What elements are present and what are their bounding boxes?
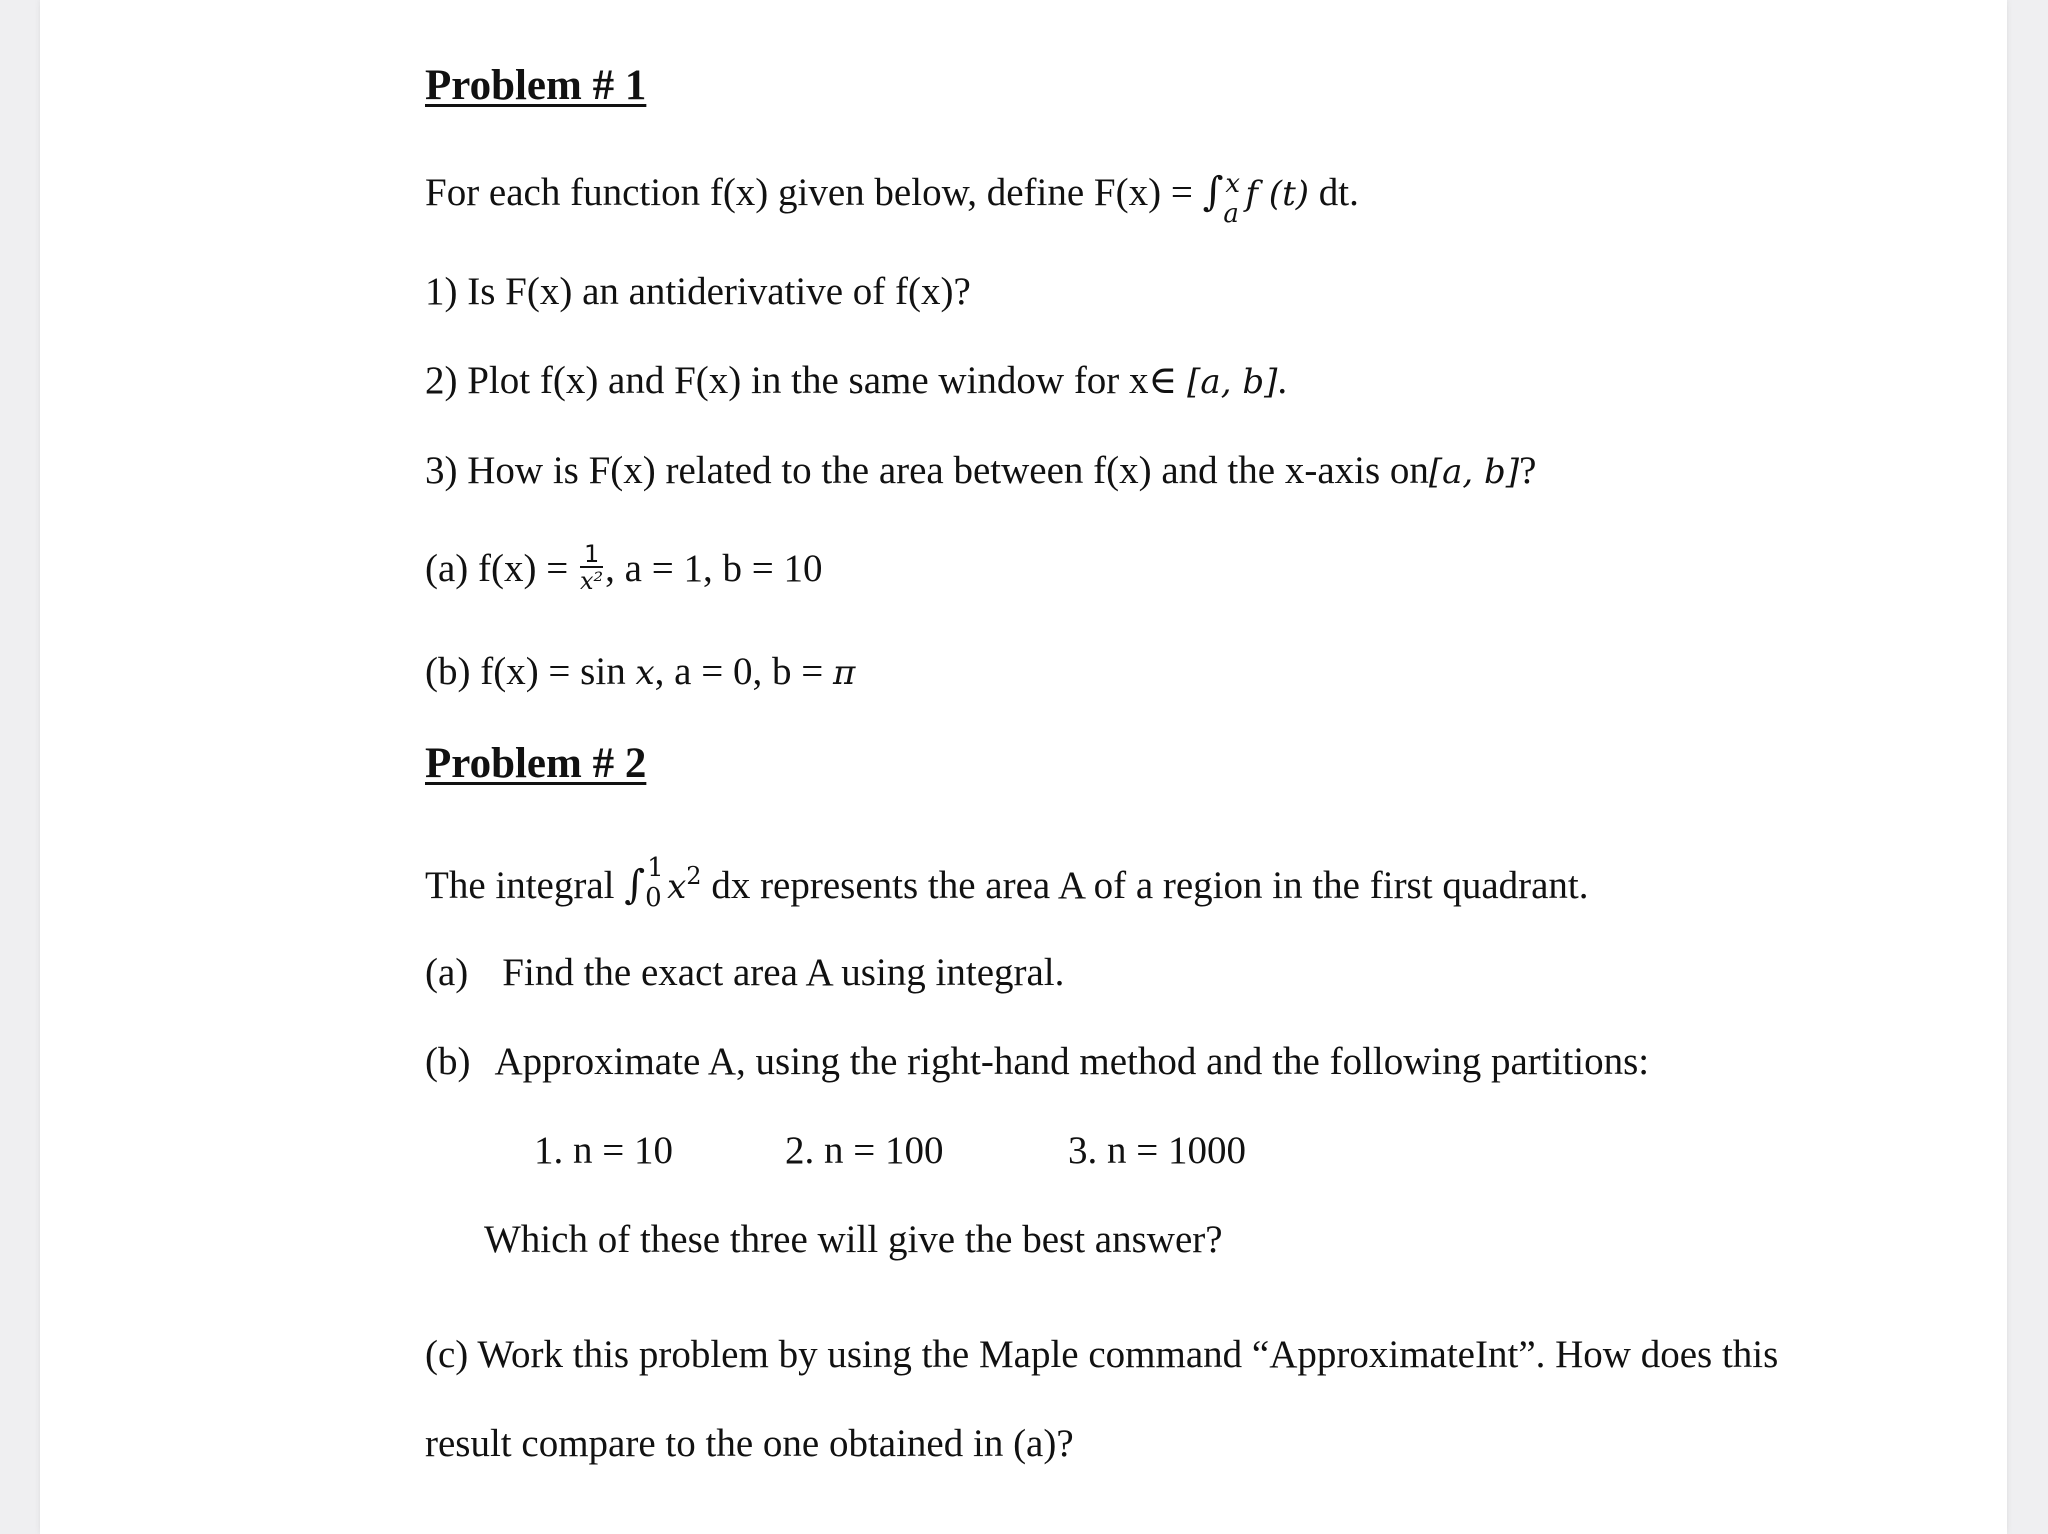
pi-symbol: π [832,653,856,693]
q2-text: 2) Plot f(x) and F(x) in the same window for x∈ [425,359,1188,402]
lower-limit: a [1223,199,1239,229]
question-3 [425,447,1536,496]
part-b-label: (b) [425,1040,471,1083]
q2-interval: [a, b] [1187,362,1278,402]
intro-suffix: dx represents the area A of a region in the first quadrant. [701,864,1589,907]
document-page [40,0,2007,1534]
part-a-label: (a) [425,951,469,994]
problem-1-heading: Problem # 1 [425,62,647,109]
upper-limit: x [1225,169,1241,199]
lower-limit: 0 [645,883,662,913]
integrand: f (t) [1245,174,1309,214]
question-2 [425,357,1287,406]
integral-sign: ∫ [1202,169,1224,215]
partition-1: 1. n = 10 [534,1129,673,1172]
problem-2-part-c-line-1: (c) Work this problem by using the Maple command “ApproximateInt”. How does this [425,1333,1779,1376]
part-b-prefix: (b) f(x) = sin [425,650,636,693]
part-a-prefix: (a) f(x) = [425,547,578,590]
fraction-denominator: x² [580,567,604,596]
integrand-exponent: 2 [686,862,702,890]
problem-2-part-a [425,949,1064,997]
intro-prefix: The integral [425,864,625,907]
problem-2-part-c-line-2: result compare to the one obtained in (a)? [425,1422,1074,1465]
problem-2-intro [425,852,1589,911]
fraction-numerator: 1 [580,542,603,568]
q3-text: 3) How is F(x) related to the area between f(x) and the x-axis on [425,449,1429,492]
integral-limits [645,852,667,913]
q3-interval: [a, b] [1428,452,1520,492]
part-b-function [425,648,855,697]
best-answer-question: Which of these three will give the best answer? [484,1218,1223,1261]
partition-2: 2. n = 100 [785,1129,944,1172]
part-a-function [425,540,823,598]
part-b-variable: x [635,653,655,693]
part-b-text: Approximate A, using the right-hand method and the following partitions: [494,1040,1650,1083]
problem-2-part-b [425,1038,1649,1086]
question-1: 1) Is F(x) an antiderivative of f(x)? [425,270,971,313]
intro-prefix: For each function f(x) given below, define F(x) = [425,171,1203,214]
part-a-text: Find the exact area A using integral. [502,951,1065,994]
partition-3: 3. n = 1000 [1068,1129,1246,1172]
problem-2-heading: Problem # 2 [425,740,647,787]
integral-sign: ∫ [624,862,646,908]
fraction [580,542,603,594]
part-b-bounds: , a = 0, b = [654,650,833,693]
problem-1-intro [425,168,1359,229]
q2-suffix: . [1277,359,1288,402]
integral-limits [1223,168,1245,229]
part-a-bounds: , a = 1, b = 10 [605,547,823,590]
upper-limit: 1 [647,853,664,883]
intro-suffix: dt. [1309,171,1359,214]
integrand: x [667,867,687,907]
q3-suffix: ? [1519,449,1537,492]
